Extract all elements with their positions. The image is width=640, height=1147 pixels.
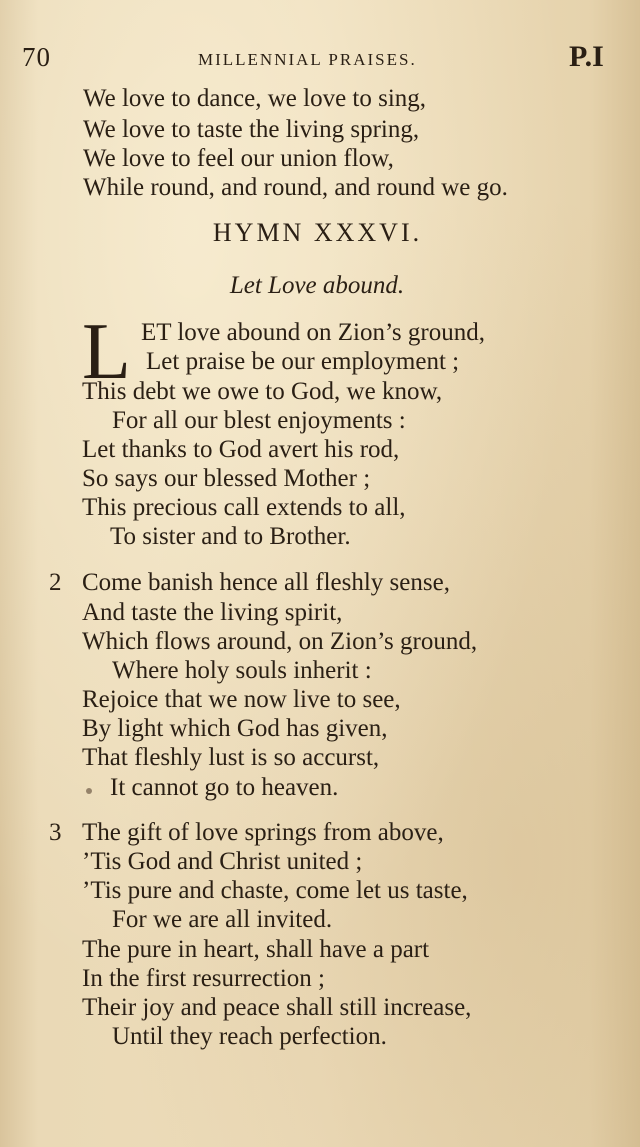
verse-line: ET love abound on Zion’s ground, — [141, 319, 485, 346]
verse-line: Which flows around, on Zion’s ground, — [82, 628, 478, 655]
verse-line: The gift of love springs from above, — [82, 819, 444, 846]
ink-speck — [86, 788, 92, 794]
verse-line: Come banish hence all fleshly sense, — [82, 569, 450, 596]
verse-line: This debt we owe to God, we know, — [82, 378, 443, 405]
plate-mark: P.I — [569, 40, 604, 73]
verse-line: And taste the living spirit, — [82, 599, 343, 626]
verse-line: That fleshly lust is so accurst, — [82, 744, 380, 771]
page-header — [0, 38, 640, 78]
verse-line: We love to taste the living spring, — [83, 116, 420, 143]
verse-line: ’Tis God and Christ united ; — [82, 848, 363, 875]
verse-line: While round, and round, and round we go. — [83, 174, 508, 201]
verse-line: To sister and to Brother. — [110, 523, 351, 550]
drop-cap: L — [82, 308, 131, 396]
verse-line: Let praise be our employment ; — [146, 348, 460, 375]
verse-line: The pure in heart, shall have a part — [82, 936, 430, 963]
verse-line: We love to feel our union flow, — [83, 145, 394, 172]
verse-line: So says our blessed Mother ; — [82, 465, 371, 492]
verse-line: In the first resurrection ; — [82, 965, 325, 992]
page-number: 70 — [22, 42, 51, 72]
verse-line: ’Tis pure and chaste, come let us taste, — [82, 877, 468, 904]
verse-line: Rejoice that we now live to see, — [82, 686, 401, 713]
stanza-number: 3 — [49, 819, 62, 846]
running-title: MILLENNIAL PRAISES. — [198, 50, 417, 69]
verse-line: This precious call extends to all, — [82, 494, 406, 521]
verse-line: Until they reach perfection. — [112, 1023, 387, 1050]
verse-line: Where holy souls inherit : — [112, 657, 372, 684]
verse-line: For all our blest enjoyments : — [112, 407, 406, 434]
verse-line: It cannot go to heaven. — [110, 774, 339, 801]
hymn-title: Let Love abound. — [229, 272, 405, 299]
verse-line: For we are all invited. — [112, 906, 333, 933]
hymn-number: HYMN XXXVI. — [212, 218, 423, 247]
verse-line: By light which God has given, — [82, 715, 388, 742]
verse-line: We love to dance, we love to sing, — [83, 85, 427, 112]
verse-line: Let thanks to God avert his rod, — [82, 436, 400, 463]
verse-line: Their joy and peace shall still increase, — [82, 994, 472, 1021]
stanza-number: 2 — [49, 569, 62, 596]
